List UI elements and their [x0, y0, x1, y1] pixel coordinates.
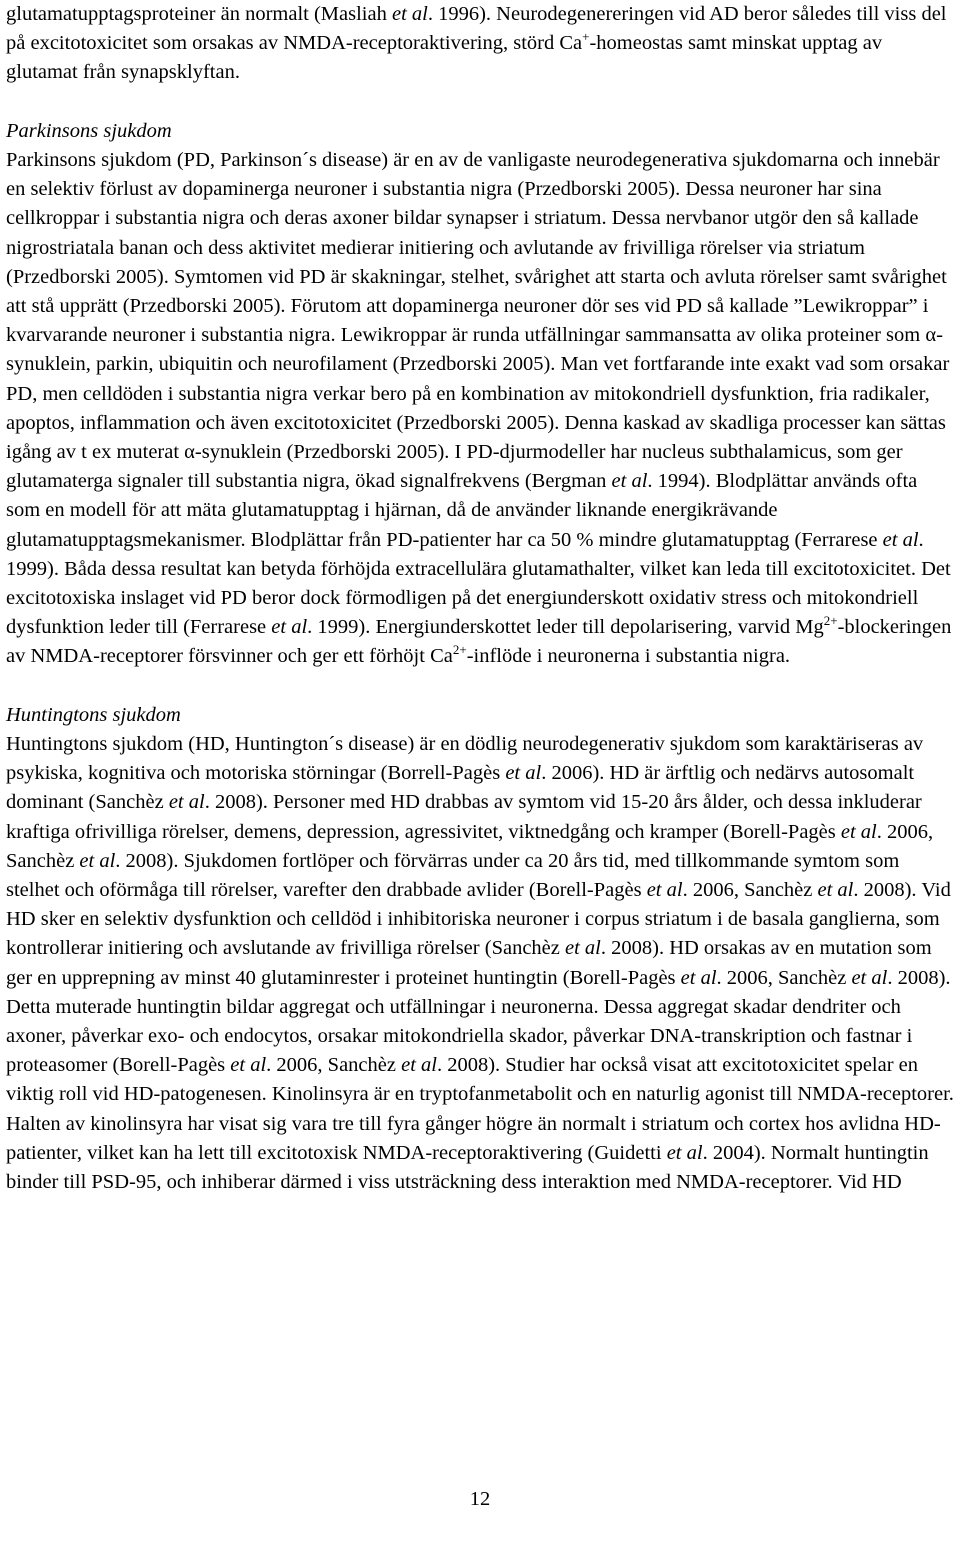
citation-et-al: et al — [817, 879, 854, 902]
text-run: . 2006, Sanchèz — [716, 966, 852, 989]
citation-et-al: et al — [271, 616, 308, 639]
superscript: 2+ — [452, 642, 467, 658]
text-run: . 1996). Neurodegenereringen vid AD beror således till viss del på excitotoxicitet som orsakas av NMDA-receptoraktivering, störd Ca — [6, 3, 947, 55]
text-run: . 2008). Studier har också visat att excitotoxicitet spelar en viktig roll vid HD-patogenesen. Kinolinsyra är en tryptofanmetabolit och en naturlig agonist till NMDA-receptorer. Halten av kinolinsyra har visat sig vara tre till fyra gånger högre än normalt i striatum och cortex hos avlidna HD-patienter, vilket kan ha lett till excitotoxisk NMDA-receptoraktivering (Guidetti — [6, 1054, 954, 1164]
citation-et-al: et al — [666, 1141, 703, 1164]
document-page — [6, 0, 956, 1197]
text-run: glutamatupptagsproteiner än normalt (Masliah — [6, 3, 392, 25]
page-number: 12 — [469, 1488, 491, 1510]
paragraph-gap — [6, 88, 956, 117]
text-run: . 2006). HD är ärftlig och nedärvs autosomalt dominant (Sanchèz — [6, 762, 915, 814]
text-run: -homeostas samt minskat upptag av glutamat från synapsklyftan. — [6, 32, 883, 84]
superscript: + — [582, 29, 590, 45]
citation-et-al: et al — [505, 762, 542, 785]
citation-et-al: et al — [882, 528, 919, 551]
citation-et-al: et al — [611, 470, 648, 493]
citation-et-al: et al — [646, 879, 683, 902]
text-run: Huntingtons sjukdom (HD, Huntington´s disease) är en dödlig neurodegenerativ sjukdom som karaktäriseras av psykiska, kognitiva och motoriska störningar (Borrell-Pagès — [6, 733, 924, 785]
text-run: . 2008). HD orsakas av en mutation som ger en upprepning av minst 40 glutaminrester i proteinet huntingtin (Borell-Pagès — [6, 937, 932, 989]
text-run: -inflöde i neuronerna i substantia nigra. — [466, 645, 791, 668]
citation-et-al: et al — [79, 849, 116, 872]
text-run: . 2004). Normalt huntingtin binder till PSD-95, och inhiberar därmed i viss utsträckning dess interaktion med NMDA-receptorer. Vid HD — [6, 1141, 929, 1194]
text-run: Parkinsons sjukdom (PD, Parkinson´s disease) är en av de vanligaste neurodegenerativa sjukdomarna och innebär en selektiv förlust av dopaminerga neuroner i substantia nigra (Przedborski 2005). Dessa neuroner har sina cellkroppar i substantia nigra och deras axoner bildar synapser i striatum. Dessa nervbanor utgör den så kallade nigrostriatala banan och dess aktivitet medierar initiering och avlutande av frivilliga rörelser via striatum (Przedborski 2005). Symtomen vid PD är skakningar, stelhet, svårighet att starta och avluta rörelser samt svårighet att stå upprätt (Przedborski 2005). Förutom att dopaminerga neuroner dör ses vid PD så kallade ”Lewikroppar” i kvarvarande neuroner i substantia nigra. Lewikroppar är runda utfällningar sammansatta av olika proteiner som α-synuklein, parkin, ubiquitin och neurofilament (Przedborski 2005). Man vet fortfarande inte exakt vad som orsakar PD, men celldöden i substantia nigra verkar bero på en kombination av mitokondriell dysfunktion, fria radikaler, apoptos, inflammation och även excitotoxicitet (Przedborski 2005). Denna kaskad av skadliga processer kan sättas igång av t ex muterat α-synuklein (Przedborski 2005). I PD-djurmodeller har nucleus subthalamicus, som ger glutamaterga signaler till substantia nigra, ökad signalfrekvens (Bergman — [6, 149, 950, 493]
text-run: . 2008). Personer med HD drabbas av symtom vid 15-20 års ålder, och dessa inkluderar kraftiga ofrivilliga rörelser, demens, depression, agressivitet, viktnedgång och kramper (Borell-Pagès — [6, 791, 922, 843]
citation-et-al: et al — [168, 791, 205, 814]
paragraph-gap — [6, 672, 956, 701]
text-run: . 2008). Vid HD sker en selektiv dysfunktion och celldöd i inhibitoriska neuroner i corpus striatum i de basala ganglierna, som kontrollerar initiering och avslutande av frivilliga rörelser (Sanchèz — [6, 879, 951, 960]
text-run: . 1994). Blodplättar används ofta som en modell för att mäta glutamatupptag i hjärnan, då de använder liknande energikrävande glutamatupptagsmekanismer. Blodplättar från PD-patienter har ca 50 % mindre glutamatupptag (Ferrarese — [6, 470, 918, 551]
text-run: . 2006, Sanchèz — [682, 879, 818, 902]
intro-paragraph — [6, 0, 956, 88]
text-run: . 2006, Sanchèz — [6, 820, 934, 872]
text-run: -blockeringen av NMDA-receptorer försvinner och ger ett förhöjt Ca — [6, 616, 952, 668]
text-run: . 2006, Sanchèz — [266, 1054, 402, 1077]
section-heading-parkinson: Parkinsons sjukdom — [6, 119, 172, 142]
citation-et-al: et al — [401, 1054, 437, 1077]
citation-et-al: et al — [851, 966, 888, 989]
text-run: . 1999). Energiunderskottet leder till depolarisering, varvid Mg — [307, 616, 824, 639]
section-heading-huntington: Huntingtons sjukdom — [6, 703, 181, 726]
citation-et-al: et al — [230, 1054, 267, 1077]
huntington-paragraph — [6, 730, 956, 1197]
citation-et-al: et al — [391, 3, 428, 25]
citation-et-al: et al — [680, 966, 717, 989]
citation-et-al: et al — [565, 937, 601, 960]
text-run: . 2008). Detta muterade huntingtin bildar aggregat och utfällningar i neuronerna. Dessa aggregat skadar dendriter och axoner, påverkar exo- och endocytos, orsakar mitokondriella skador, påverkar DNA-transkription och fastnar i proteasomer (Borell-Pagès — [6, 966, 951, 1077]
citation-et-al: et al — [840, 820, 877, 843]
parkinson-paragraph — [6, 146, 956, 672]
superscript: 2+ — [823, 613, 838, 629]
text-run: . 2008). Sjukdomen fortlöper och förvärras under ca 20 års tid, med tillkommande symtom som stelhet och oförmåga till rörelser, varefter den drabbade avlider (Borell-Pagès — [6, 849, 900, 902]
text-run: . 1999). Båda dessa resultat kan betyda förhöjda extracellulära glutamathalter, vilket kan leda till excitotoxicitet. Det excitotoxiska inslaget vid PD beror dock förmodligen på det energiunderskott oxidativ stress och mitokondriell dysfunktion leder till (Ferrarese — [6, 528, 951, 639]
